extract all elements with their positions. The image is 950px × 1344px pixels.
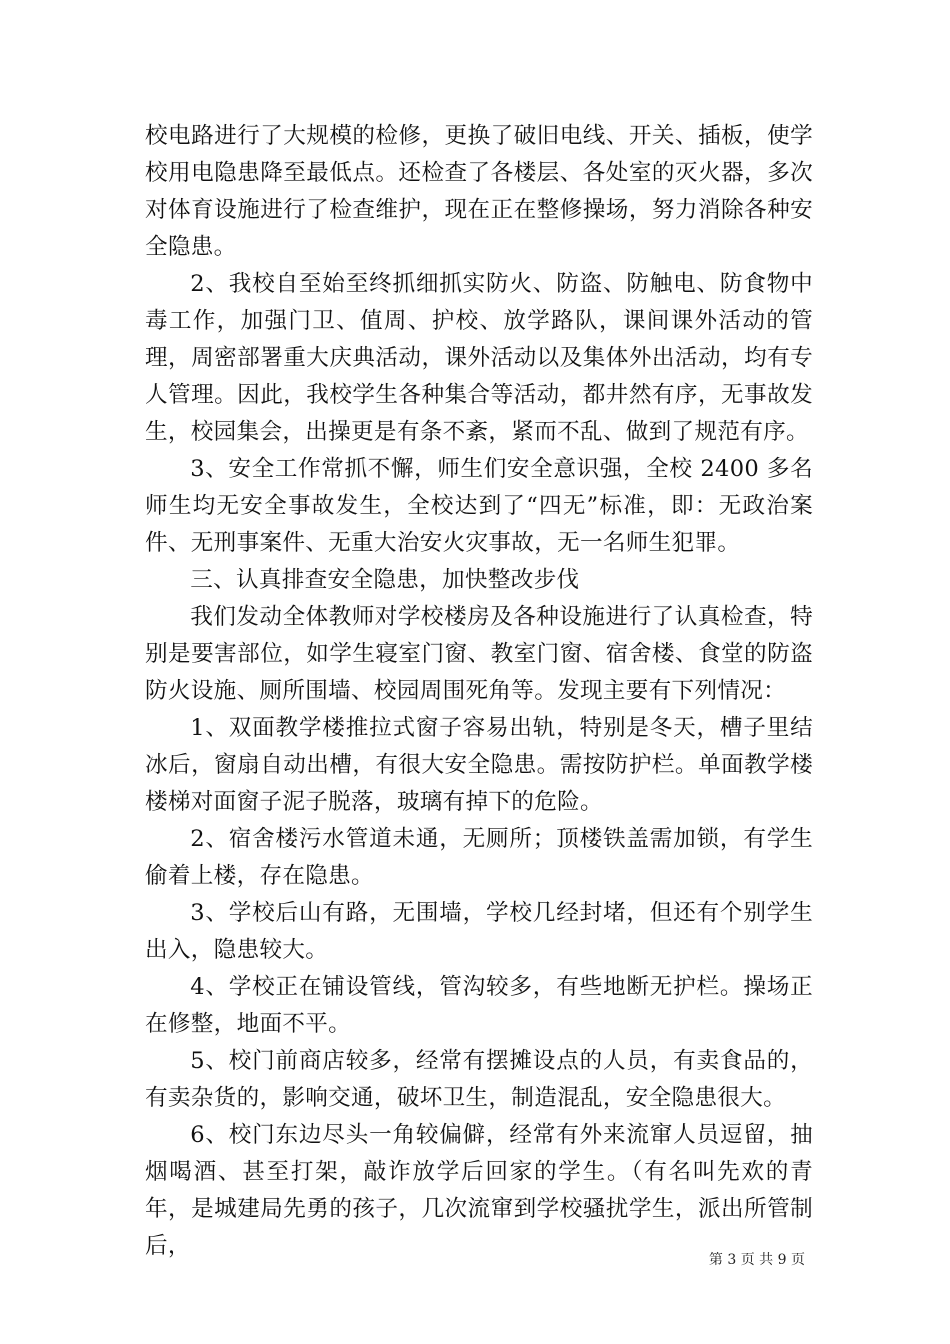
- paragraph-1: 校电路进行了大规模的检修，更换了破旧电线、开关、插板，使学校用电隐患降至最低点。还检查了各楼层、各处室的灭火器，多次对体育设施进行了检查维护，现在正在整修操场，努力消除各种安全隐患。: [145, 123, 813, 260]
- paragraph-2: 2、我校自至始至终抓细抓实防火、防盗、防触电、防食物中毒工作，加强门卫、值周、护校、放学路队，课间课外活动的管理，周密部署重大庆典活动，课外活动以及集体外出活动，均有专人管理。因此，我校学生各种集合等活动，都井然有序，无事故发生，校园集会，出操更是有条不紊，紧而不乱、做到了规范有序。: [145, 271, 813, 445]
- paragraph-3: 3、安全工作常抓不懈，师生们安全意识强，全校 2400 多名师生均无安全事故发生，全校达到了“四无”标准，即：无政治案件、无刑事案件、无重大治安火灾事故，无一名师生犯罪。: [145, 456, 813, 556]
- document-body: [145, 118, 813, 1265]
- paragraph-8: 3、学校后山有路，无围墙，学校几经封堵，但还有个别学生出入，隐患较大。: [145, 900, 813, 963]
- paragraph-11: 6、校门东边尽头一角较偏僻，经常有外来流窜人员逗留，抽烟喝酒、甚至打架，敲诈放学后回家的学生。（有名叫先欢的青年，是城建局先勇的孩子，几次流窜到学校骚扰学生，派出所管制后，: [145, 1122, 813, 1259]
- paragraph-5: 我们发动全体教师对学校楼房及各种设施进行了认真检查，特别是要害部位，如学生寝室门窗、教室门窗、宿舍楼、食堂的防盗防火设施、厕所围墙、校园周围死角等。发现主要有下列情况：: [145, 604, 813, 704]
- section-heading: 三、认真排查安全隐患，加快整改步伐: [190, 567, 580, 593]
- page-number: 第 3 页 共 9 页: [708, 1252, 805, 1268]
- paragraph-9: 4、学校正在铺设管线，管沟较多，有些地断无护栏。操场正在修整，地面不平。: [145, 974, 813, 1037]
- paragraph-6: 1、双面教学楼推拉式窗子容易出轨，特别是冬天，槽子里结冰后，窗扇自动出槽，有很大安全隐患。需按防护栏。单面教学楼楼梯对面窗子泥子脱落，玻璃有掉下的危险。: [145, 715, 813, 815]
- paragraph-7: 2、宿舍楼污水管道未通，无厕所；顶楼铁盖需加锁，有学生偷着上楼，存在隐患。: [145, 826, 813, 889]
- paragraph-10: 5、校门前商店较多，经常有摆摊设点的人员，有卖食品的，有卖杂货的，影响交通，破坏卫生，制造混乱，安全隐患很大。: [145, 1048, 813, 1111]
